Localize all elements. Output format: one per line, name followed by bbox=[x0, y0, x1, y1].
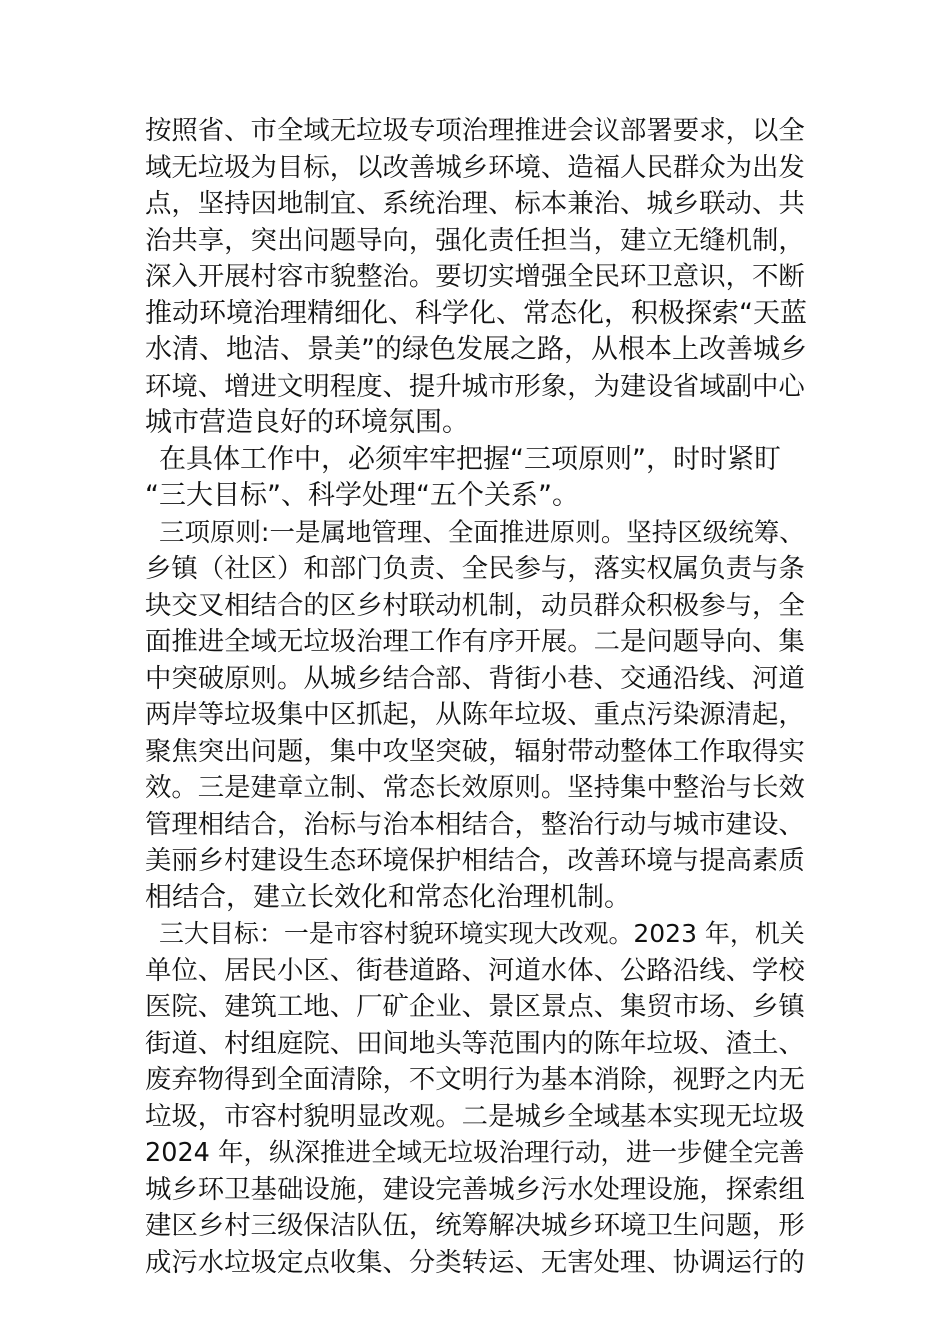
text-line: 建区乡村三级保洁队伍，统筹解决城乡环境卫生问题，形 bbox=[145, 1210, 805, 1241]
text-line: 域无垃圾为目标，以改善城乡环境、造福人民群众为出发 bbox=[145, 151, 805, 183]
text-line: 聚焦突出问题，集中攻坚突破，辐射带动整体工作取得实 bbox=[145, 735, 805, 767]
text-line: 块交叉相结合的区乡村联动机制，动员群众积极参与，全 bbox=[145, 589, 805, 621]
text-line: 2024 年，纵深推进全域无垃圾治理行动，进一步健全完善 bbox=[145, 1138, 805, 1168]
text-line: 相结合，建立长效化和常态化治理机制。 bbox=[145, 881, 631, 913]
text-line: 两岸等垃圾集中区抓起，从陈年垃圾、重点污染源清起， bbox=[145, 699, 805, 730]
text-line: 推动环境治理精细化、科学化、常态化，积极探索“天蓝 bbox=[145, 297, 807, 329]
text-line: 水清、地洁、景美”的绿色发展之路，从根本上改善城乡 bbox=[145, 334, 807, 365]
text-line: 废弃物得到全面清除，不文明行为基本消除，视野之内无 bbox=[145, 1064, 805, 1095]
text-line: 美丽乡村建设生态环境保护相结合，改善环境与提高素质 bbox=[145, 845, 805, 876]
paragraph-start-line: 三大目标：一是市容村貌环境实现大改观。2023 年，机关 bbox=[159, 919, 805, 948]
text-line: 城市营造良好的环境氛围。 bbox=[145, 407, 469, 438]
text-line: 中突破原则。从城乡结合部、背街小巷、交通沿线、河道 bbox=[145, 662, 805, 694]
text-line: 深入开展村容市貌整治。要切实增强全民环卫意识，不断 bbox=[145, 261, 805, 292]
text-line: 环境、增进文明程度、提升城市形象，为建设省域副中心 bbox=[145, 370, 805, 402]
text-line: “三大目标”、科学处理“五个关系”。 bbox=[145, 480, 579, 511]
text-line: 垃圾，市容村貌明显改观。二是城乡全域基本实现无垃圾 bbox=[145, 1100, 805, 1132]
text-line: 单位、居民小区、街巷道路、河道水体、公路沿线、学校 bbox=[145, 954, 805, 986]
text-line: 按照省、市全域无垃圾专项治理推进会议部署要求，以全 bbox=[145, 115, 805, 146]
paragraph-start-line: 在具体工作中，必须牢牢把握“三项原则”，时时紧盯 bbox=[159, 443, 781, 475]
text-line: 乡镇（社区）和部门负责、全民参与，落实权属负责与条 bbox=[145, 553, 805, 584]
text-line: 医院、建筑工地、厂矿企业、景区景点、集贸市场、乡镇 bbox=[145, 991, 805, 1022]
text-line: 城乡环卫基础设施，建设完善城乡污水处理设施，探索组 bbox=[145, 1173, 805, 1205]
text-line: 管理相结合，治标与治本相结合，整治行动与城市建设、 bbox=[145, 808, 805, 840]
document-body bbox=[145, 113, 810, 1281]
text-line: 街道、村组庭院、田间地头等范围内的陈年垃圾、渣土、 bbox=[145, 1027, 805, 1059]
text-line: 治共享，突出问题导向，强化责任担当，建立无缝机制， bbox=[145, 224, 805, 256]
text-line: 效。三是建章立制、常态长效原则。坚持集中整治与长效 bbox=[145, 772, 805, 803]
text-line: 面推进全域无垃圾治理工作有序开展。二是问题导向、集 bbox=[145, 626, 805, 657]
text-line: 成污水垃圾定点收集、分类转运、无害处理、协调运行的 bbox=[145, 1246, 805, 1278]
paragraph-start-line: 三项原则:一是属地管理、全面推进原则。坚持区级统筹、 bbox=[159, 517, 805, 548]
text-line: 点，坚持因地制宜、系统治理、标本兼治、城乡联动、共 bbox=[145, 188, 805, 219]
